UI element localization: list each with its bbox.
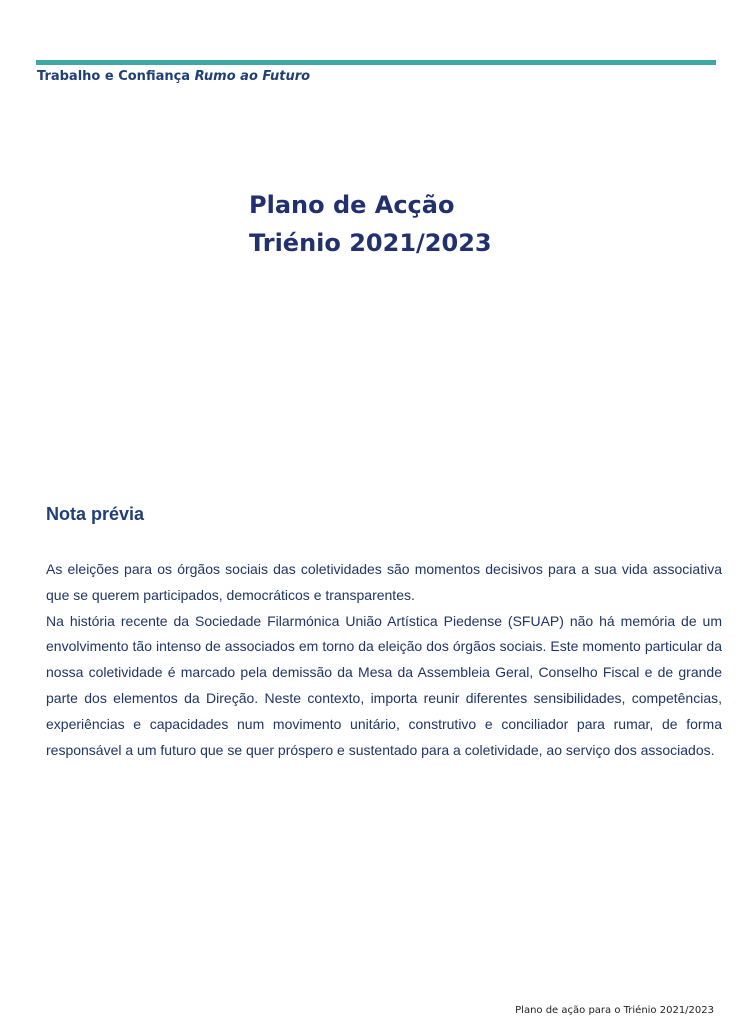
header-lead-text: Trabalho e Confiança xyxy=(37,69,195,84)
title-line-1: Plano de Acção xyxy=(249,191,455,219)
title-line-2: Triénio 2021/2023 xyxy=(249,229,492,257)
body-paragraph: As eleições para os órgãos sociais das coletividades são momentos decisivos para a sua vida associativa que se querem participados, democráticos e transparentes. xyxy=(46,561,722,603)
header-accent-rule xyxy=(36,60,716,65)
document-title xyxy=(249,186,492,262)
body-paragraph: Na história recente da Sociedade Filarmónica União Artística Piedense (SFUAP) não há memória de um envolvimento tão intenso de associados em torno da eleição dos órgãos sociais. Este momento particular da nossa coletividade é marcado pela demissão da Mesa da Assembleia Geral, Conselho Fiscal e de grande parte dos elementos da Direção. Neste contexto, importa reunir diferentes sensibilidades, competências, experiências e capacidades num movimento unitário, construtivo e conciliador para rumar, de forma responsável a um futuro que se quer próspero e sustentado para a coletividade, ao serviço dos associados. xyxy=(46,612,722,758)
section-heading: Nota prévia xyxy=(46,504,145,524)
header-emphasis-text: Rumo ao Futuro xyxy=(194,69,311,84)
document-header xyxy=(37,69,310,84)
page-footer: Plano de ação para o Triénio 2021/2023 xyxy=(515,1005,714,1016)
section-body xyxy=(46,557,722,763)
